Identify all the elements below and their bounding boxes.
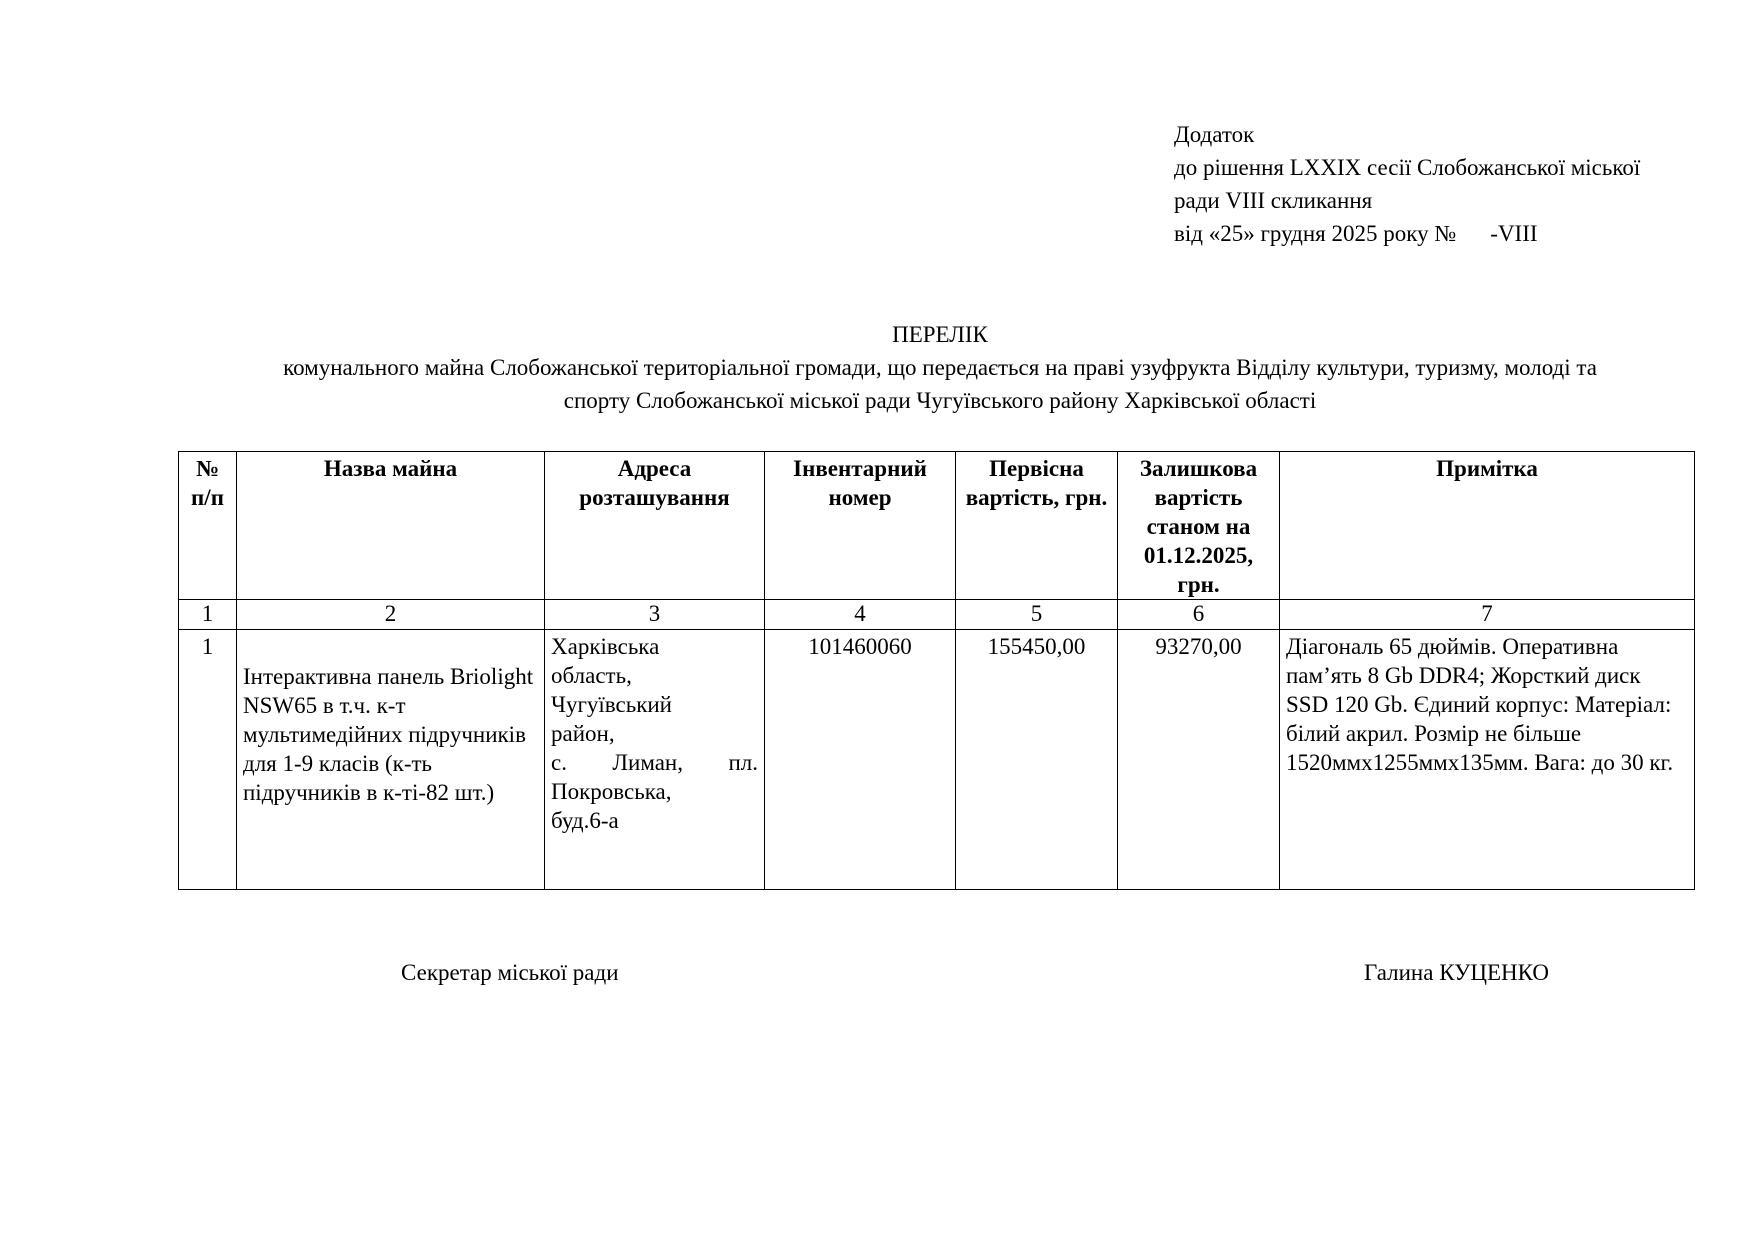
column-number: 1 bbox=[179, 600, 237, 630]
header-note: Примітка bbox=[1280, 452, 1695, 600]
header-initial-value: Первісна вартість, грн. bbox=[956, 452, 1118, 600]
header-inventory: Інвентарний номер bbox=[765, 452, 956, 600]
signature-name: Галина КУЦЕНКО bbox=[1364, 960, 1549, 985]
column-number: 3 bbox=[545, 600, 765, 630]
appendix-decision-line: до рішення LXXIX сесії Слобожанської міської bbox=[1174, 155, 1641, 180]
initial-value: 155450,00 bbox=[956, 630, 1118, 890]
residual-value: 93270,00 bbox=[1118, 630, 1280, 890]
property-table bbox=[178, 451, 1695, 890]
column-number-row bbox=[179, 600, 1695, 630]
header-address: Адреса розташування bbox=[545, 452, 765, 600]
address-line: Харківська bbox=[551, 634, 660, 659]
address-line: буд.6-а bbox=[551, 808, 619, 833]
address-line: Чугуївський bbox=[551, 692, 672, 717]
signature-position: Секретар міської ради bbox=[401, 960, 619, 985]
address-line: Покровська, bbox=[551, 779, 672, 804]
appendix-block bbox=[1174, 118, 1640, 250]
appendix-decision-suffix: -VIII bbox=[1490, 221, 1538, 246]
address-line: район, bbox=[551, 721, 615, 746]
table-row bbox=[179, 630, 1695, 890]
address-line: с. Лиман, пл. bbox=[551, 750, 758, 775]
appendix-title: Додаток bbox=[1174, 122, 1255, 147]
column-number: 4 bbox=[765, 600, 956, 630]
document-subtitle-line-2: спорту Слобожанської міської ради Чугуївського району Харківської області bbox=[563, 388, 1317, 413]
appendix-date-line bbox=[1174, 217, 1640, 250]
table-header-row bbox=[179, 452, 1695, 600]
document-subtitle-line-1: комунального майна Слобожанської територіальної громади, що передається на праві узуфрукта Відділу культури, туризму, молоді та bbox=[283, 355, 1597, 380]
property-note: Діагональ 65 дюймів. Оперативна пам’ять 8 Gb DDR4; Жорсткий диск SSD 120 Gb. Єдиний корпус: Матеріал: білий акрил. Розмір не більше 1520ммх1255ммх135мм. Вага: до 30 кг. bbox=[1280, 630, 1695, 890]
address-line: область, bbox=[551, 663, 632, 688]
inventory-number: 101460060 bbox=[765, 630, 956, 890]
document-title-block bbox=[180, 318, 1700, 417]
property-address bbox=[545, 630, 765, 890]
column-number: 6 bbox=[1118, 600, 1280, 630]
row-number: 1 bbox=[179, 630, 237, 890]
column-number: 5 bbox=[956, 600, 1118, 630]
document-heading: ПЕРЕЛІК bbox=[892, 322, 988, 347]
column-number: 2 bbox=[237, 600, 545, 630]
header-number: № п/п bbox=[179, 452, 237, 600]
appendix-convocation-line: ради VIII скликання bbox=[1174, 188, 1373, 213]
header-name: Назва майна bbox=[237, 452, 545, 600]
column-number: 7 bbox=[1280, 600, 1695, 630]
appendix-date: від «25» грудня 2025 року № bbox=[1174, 221, 1457, 246]
property-name: Інтерактивна панель Briolight NSW65 в т.ч. к-т мультимедійних підручників для 1-9 класів (к-ть підручників в к-ті-82 шт.) bbox=[237, 630, 545, 890]
header-residual-value: Залишкова вартість станом на 01.12.2025, грн. bbox=[1118, 452, 1280, 600]
